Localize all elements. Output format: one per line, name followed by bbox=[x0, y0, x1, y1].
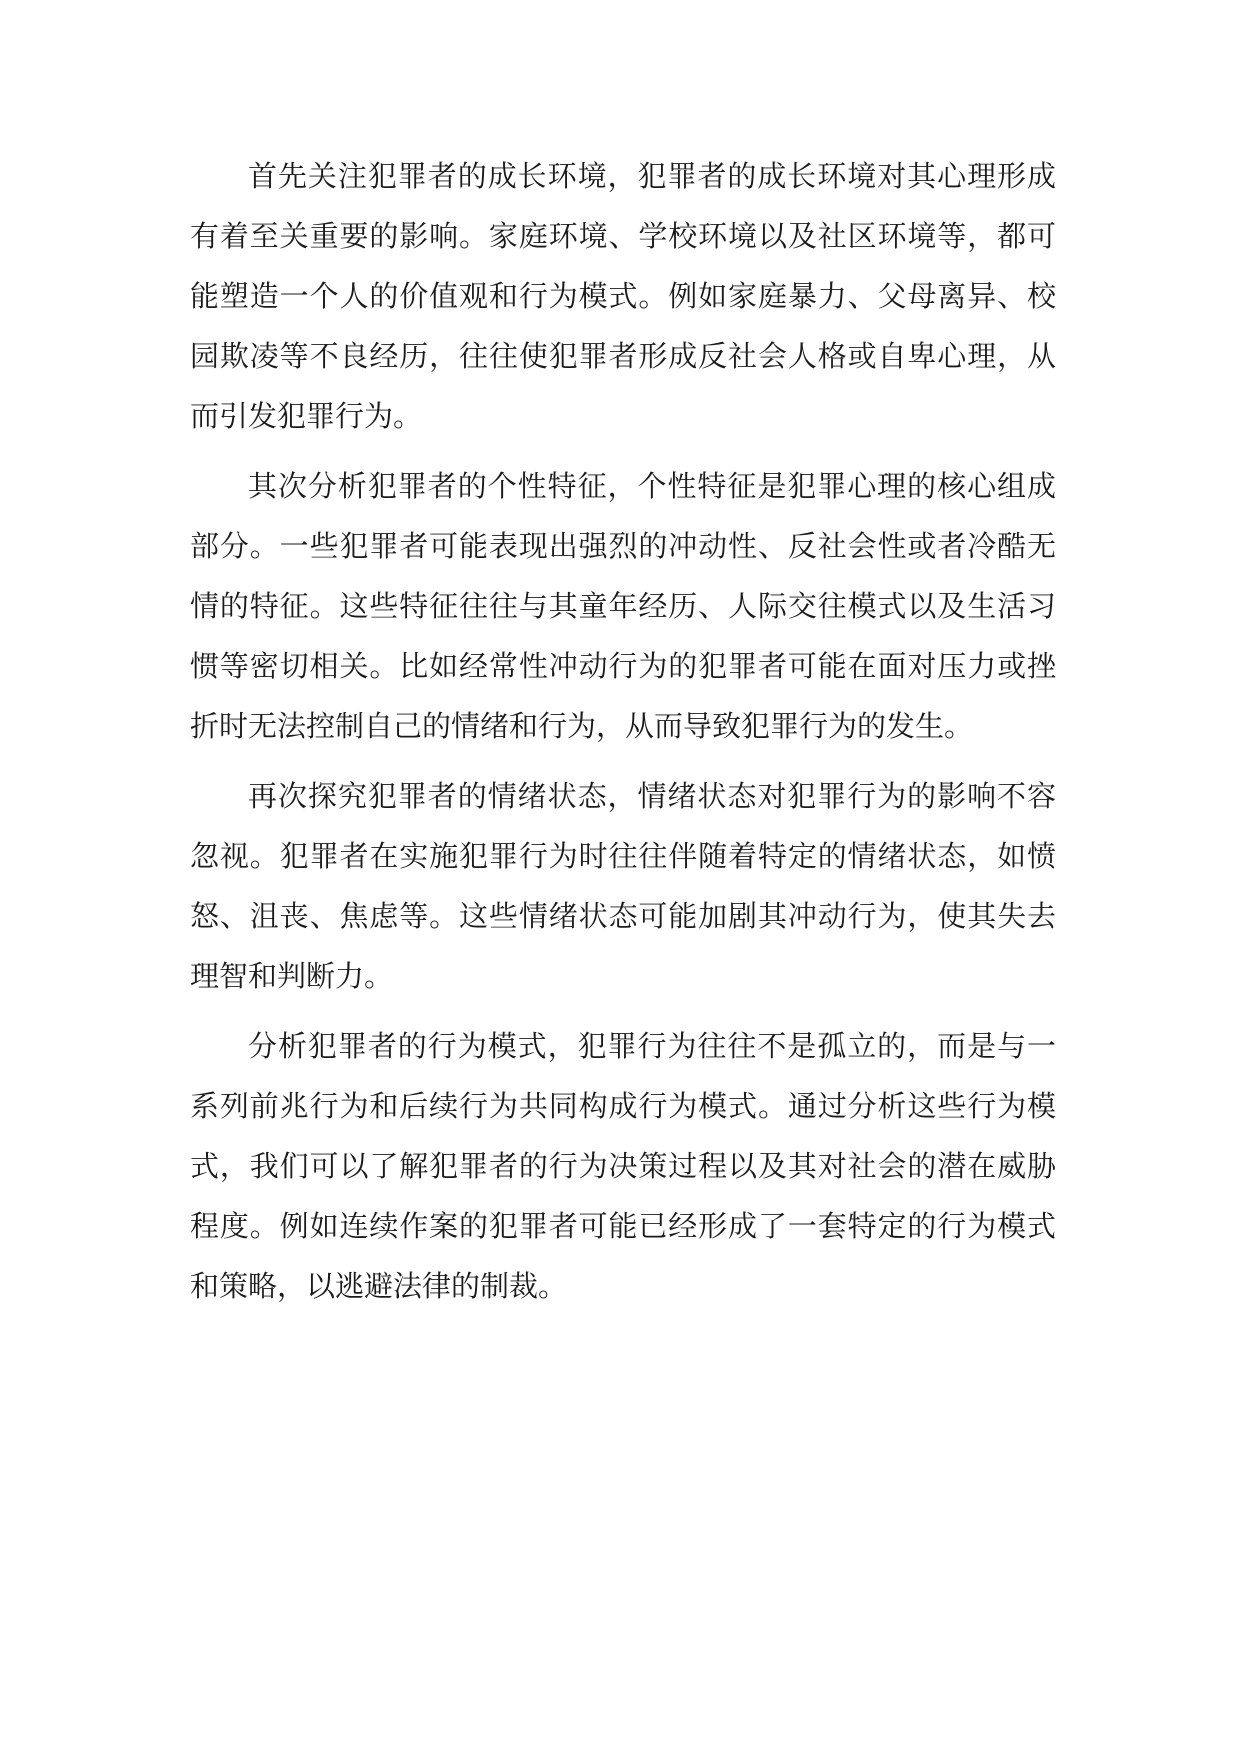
paragraph-growth-environment: 首先关注犯罪者的成长环境，犯罪者的成长环境对其心理形成有着至关重要的影响。家庭环境、学校环境以及社区环境等，都可能塑造一个人的价值观和行为模式。例如家庭暴力、父母离异、校园欺凌等不良经历，往往使犯罪者形成反社会人格或自卑心理，从而引发犯罪行为。 bbox=[190, 159, 1056, 433]
paragraph-personality-traits: 其次分析犯罪者的个性特征，个性特征是犯罪心理的核心组成部分。一些犯罪者可能表现出强烈的冲动性、反社会性或者冷酷无情的特征。这些特征往往与其童年经历、人际交往模式以及生活习惯等密切相关。比如经常性冲动行为的犯罪者可能在面对压力或挫折时无法控制自己的情绪和行为，从而导致犯罪行为的发生。 bbox=[190, 469, 1056, 743]
paragraph-emotional-state: 再次探究犯罪者的情绪状态，情绪状态对犯罪行为的影响不容忽视。犯罪者在实施犯罪行为时往往伴随着特定的情绪状态，如愤怒、沮丧、焦虑等。这些情绪状态可能加剧其冲动行为，使其失去理智和判断力。 bbox=[190, 779, 1056, 993]
paragraph-behavior-patterns: 分析犯罪者的行为模式，犯罪行为往往不是孤立的，而是与一系列前兆行为和后续行为共同构成行为模式。通过分析这些行为模式，我们可以了解犯罪者的行为决策过程以及其对社会的潜在威胁程度。例如连续作案的犯罪者可能已经形成了一套特定的行为模式和策略，以逃避法律的制裁。 bbox=[190, 1029, 1056, 1303]
document-body bbox=[190, 146, 1056, 1326]
